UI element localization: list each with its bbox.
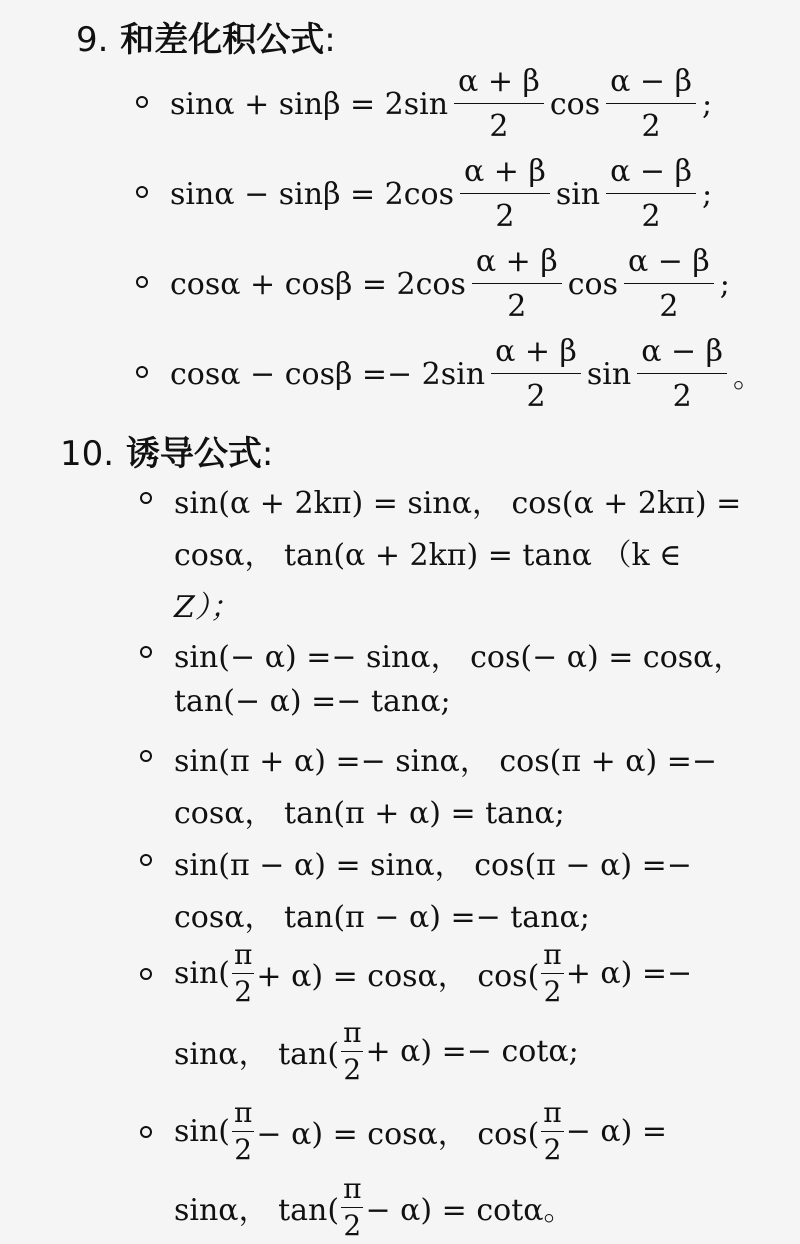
bullet-icon [136,96,148,108]
formula-line: sin(π − α) = sinα， cos(π − α) =− [174,848,692,883]
fraction: $\frac{\pi}{2}$ [343,1015,362,1086]
fraction: $\frac{\alpha + \beta}{2}$ [491,337,581,412]
section-title: 诱导公式 [125,434,262,474]
formula-row: cosα + cosβ = 2cos $\frac{\alpha + \beta}{2}$ cos $\frac{\alpha - \beta}{2}$ ; [170,243,730,324]
fraction: $\frac{\alpha + \beta}{2}$ [472,247,562,322]
section-9-heading: 9. 和差化积公式: [76,20,336,60]
bullet-icon [140,968,152,980]
formula-line: cosα， tan(π + α) = tanα; [174,796,565,831]
formula-line: Z）； [174,590,240,625]
formula-line: sinα， tan( $\frac{\pi}{2}$ + α) =− cotα; [174,1015,579,1086]
fraction: $\frac{\pi}{2}$ [543,937,562,1008]
section-title: 和差化积公式 [120,20,325,60]
fraction: $\frac{\alpha + \beta}{2}$ [454,67,544,142]
formula-line: sin( $\frac{\pi}{2}$ + α) = cosα， cos( $\frac{\pi}{2}$ + α) =− [174,937,693,1008]
bullet-icon [136,186,148,198]
section-10-heading: 10. 诱导公式: [60,434,274,474]
formula-line: sin( $\frac{\pi}{2}$ − α) = cosα， cos( $\frac{\pi}{2}$ − α) = [174,1095,668,1166]
formula-row: sinα + sinβ = 2sin $\frac{\alpha + \beta}{2}$ cos $\frac{\alpha - \beta}{2}$ ; [170,63,713,144]
formula-row: cosα − cosβ =− 2sin $\frac{\alpha + \beta}{2}$ sin $\frac{\alpha - \beta}{2}$ 。 [170,333,764,414]
bullet-icon [140,646,152,658]
fraction: $\frac{\alpha - \beta}{2}$ [606,67,696,142]
bullet-icon [136,276,148,288]
bullet-icon [140,750,152,762]
formula-line: sin(π + α) =− sinα， cos(π + α) =− [174,744,718,779]
bullet-icon [140,1126,152,1138]
fraction: $\frac{\pi}{2}$ [543,1095,562,1166]
formula-line: cosα， tan(π − α) =− tanα; [174,900,590,935]
fraction: $\frac{\alpha + \beta}{2}$ [460,157,550,232]
formula-row: sinα − sinβ = 2cos $\frac{\alpha + \beta}{2}$ sin $\frac{\alpha - \beta}{2}$ ; [170,153,713,234]
fraction: $\frac{\alpha - \beta}{2}$ [606,157,696,232]
bullet-icon [140,854,152,866]
formula-line: cosα， tan(α + 2kπ) = tanα （k ∈ [174,538,682,573]
fraction: $\frac{\pi}{2}$ [343,1171,362,1242]
fraction: $\frac{\pi}{2}$ [234,937,253,1008]
fraction: $\frac{\alpha - \beta}{2}$ [637,337,727,412]
section-number: 10. [60,434,115,474]
formula-line: sinα， tan( $\frac{\pi}{2}$ − α) = cotα。 [174,1171,574,1242]
bullet-icon [136,366,148,378]
section-number: 9. [76,20,109,60]
fraction: $\frac{\pi}{2}$ [234,1095,253,1166]
fraction: $\frac{\alpha - \beta}{2}$ [624,247,714,322]
formula-line: sin(− α) =− sinα， cos(− α) = cosα， [174,640,744,675]
formula-line: tan(− α) =− tanα; [174,684,451,719]
bullet-icon [140,492,152,504]
formula-line: sin(α + 2kπ) = sinα， cos(α + 2kπ) = [174,486,742,521]
